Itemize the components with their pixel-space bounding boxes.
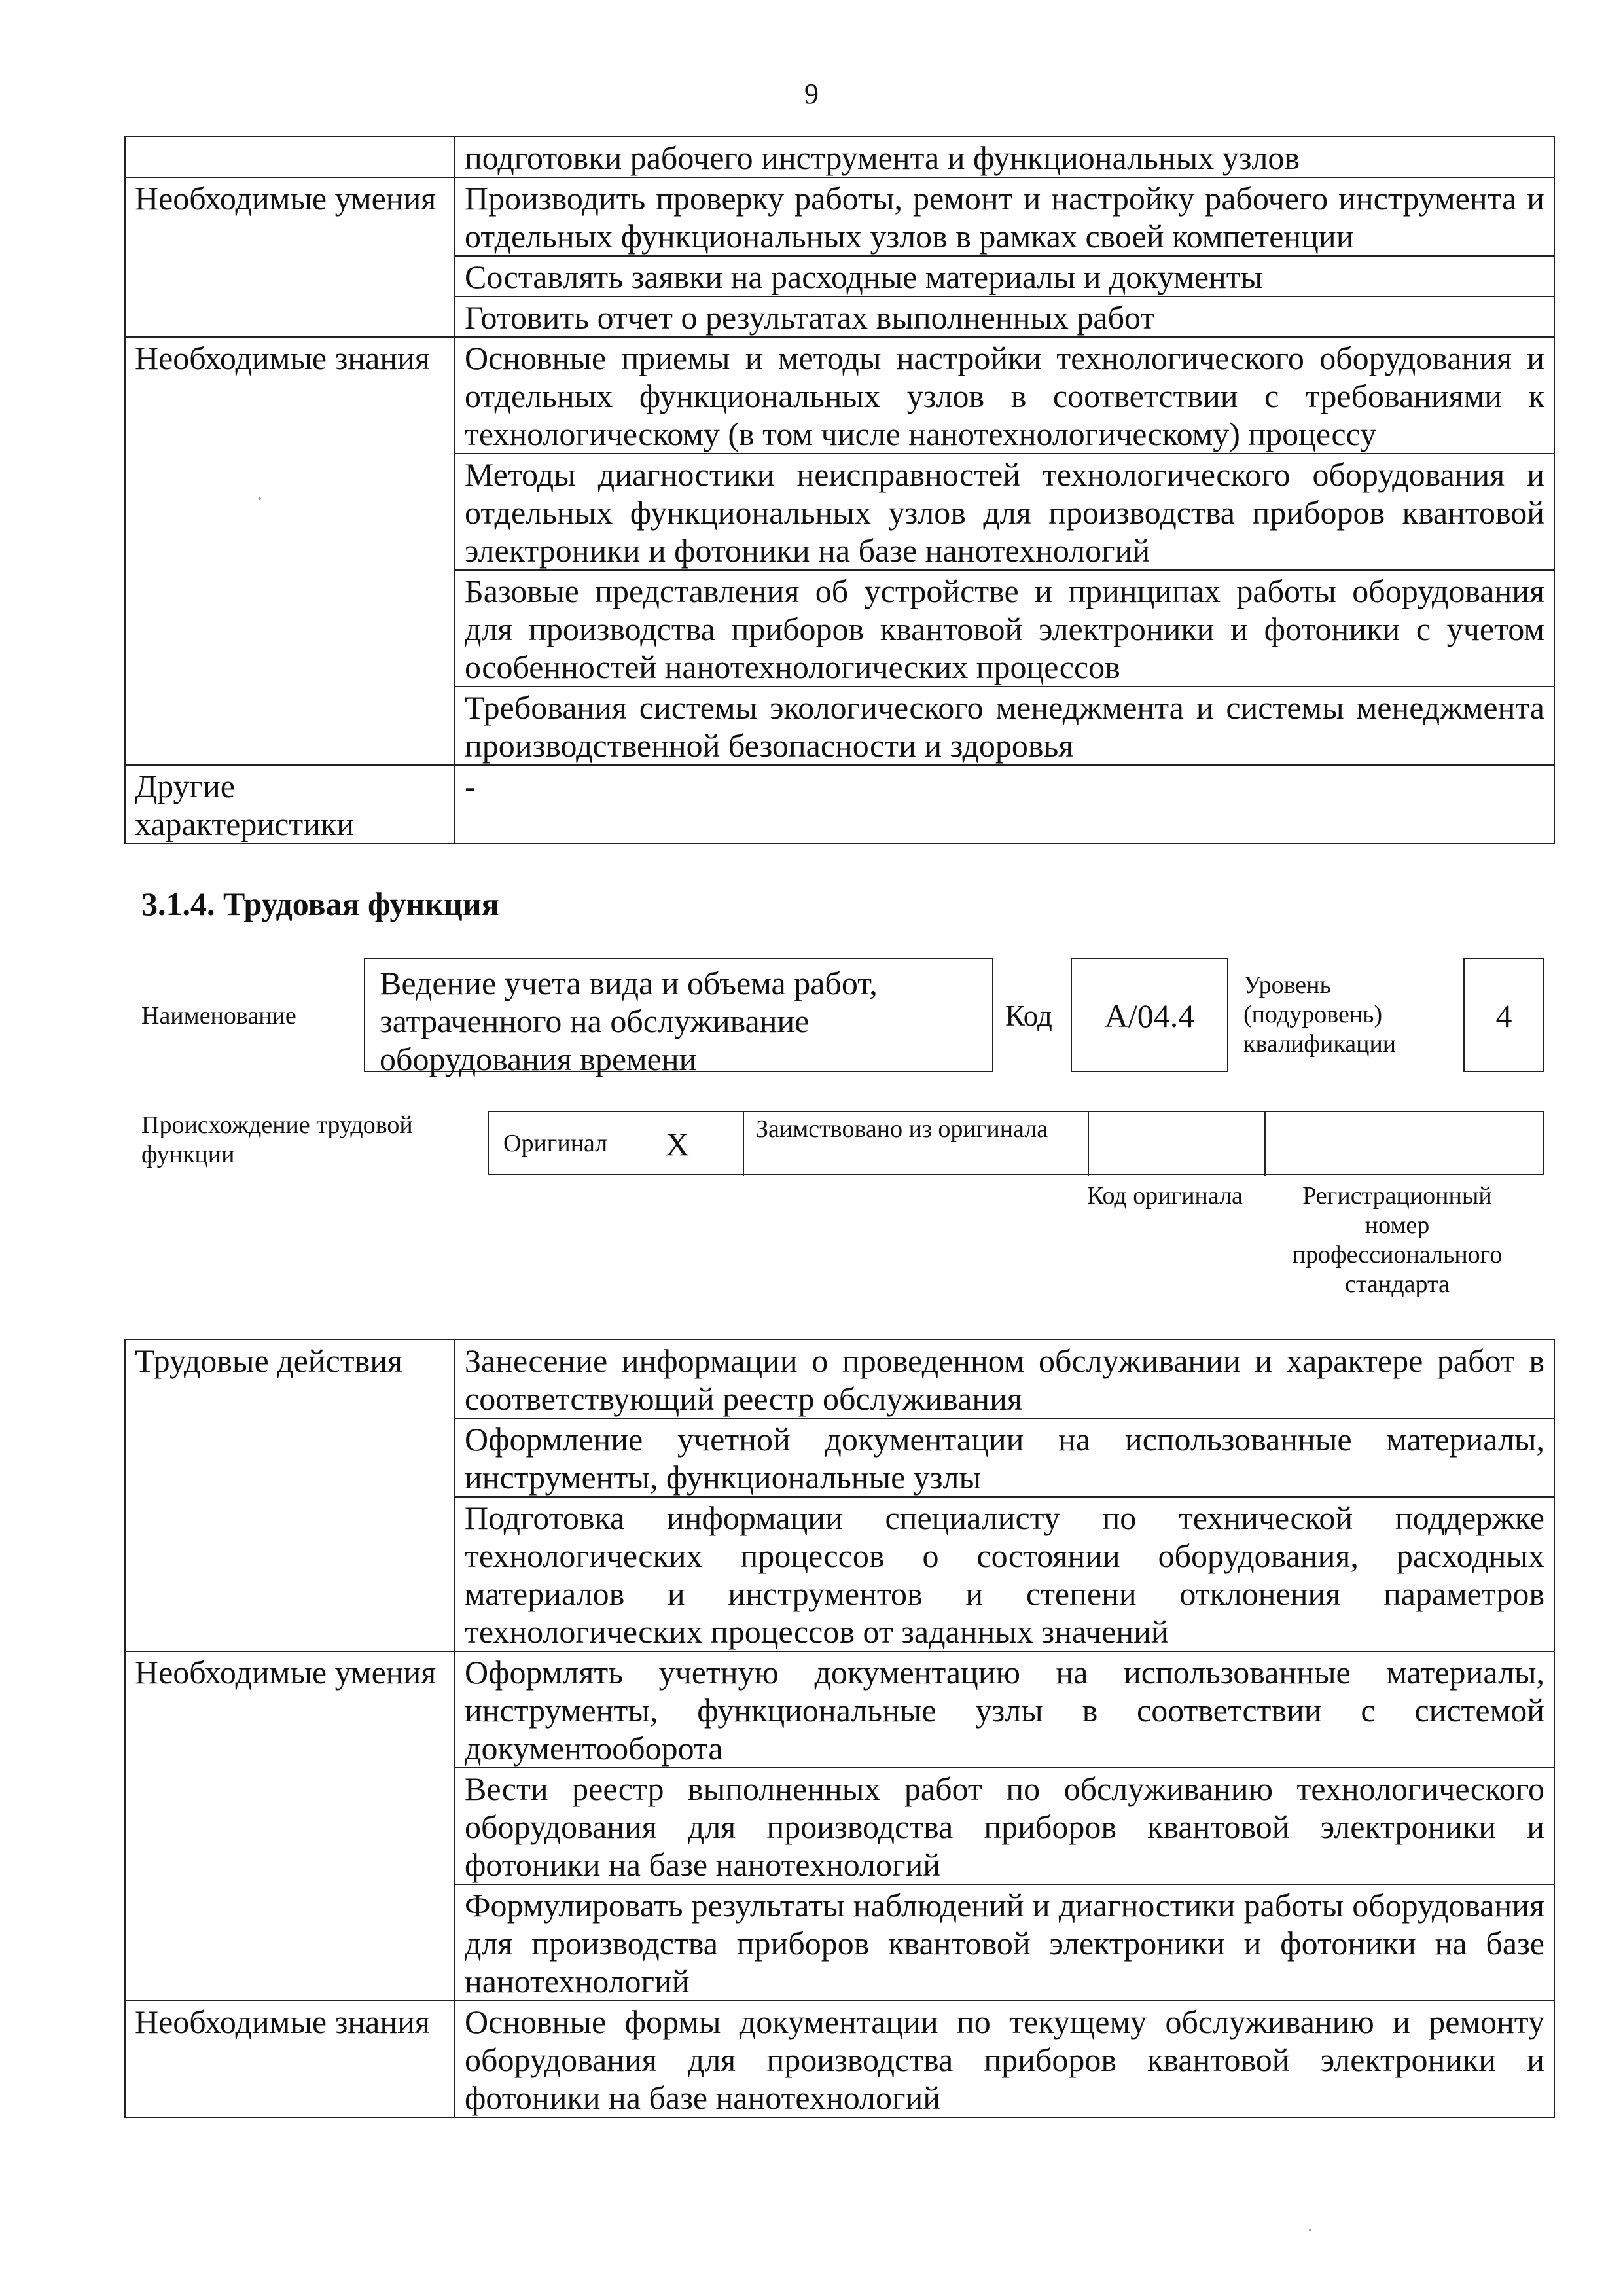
table-row xyxy=(125,177,1554,256)
code-label: Код xyxy=(1005,999,1052,1032)
level-box: 4 xyxy=(1463,958,1544,1072)
table-row xyxy=(125,1651,1554,1768)
origin-code-cell xyxy=(1089,1112,1266,1176)
table-row xyxy=(125,1340,1554,1418)
origin-label: Происхождение трудовой функции xyxy=(141,1111,413,1168)
row-item: Подготовка информации специалисту по технической поддержке технологических процессов о состоянии оборудования, расходных материалов и инструментов и степени отклонения параметров технологических процессов от заданных значений xyxy=(455,1497,1554,1651)
row-item: Основные формы документации по текущему обслуживанию и ремонту оборудования для производства приборов квантовой электроники и фотоники на базе нанотехнологий xyxy=(455,2001,1554,2117)
page-number: 9 xyxy=(804,78,819,110)
origin-original-cell xyxy=(489,1112,744,1176)
row-label: Трудовые действия xyxy=(125,1340,455,1651)
row-label: Необходимые знания xyxy=(125,337,455,765)
row-item: Составлять заявки на расходные материалы и документы xyxy=(455,256,1554,296)
table-row xyxy=(125,765,1554,844)
row-item: Требования системы экологического менеджмента и системы менеджмента производственной безопасности и здоровья xyxy=(455,687,1554,765)
row-item: Вести реестр выполненных работ по обслуживанию технологического оборудования для производства приборов квантовой электроники и фотоники на базе нанотехнологий xyxy=(455,1768,1554,1884)
row-item: Методы диагностики неисправностей технологического оборудования и отдельных функциональных узлов для производства приборов квантовой электроники и фотоники на базе нанотехнологий xyxy=(455,454,1554,570)
borrowed-label: Заимствовано из оригинала xyxy=(744,1112,1089,1176)
row-item: - xyxy=(455,765,1554,844)
row-item: Основные приемы и методы настройки технологического оборудования и отдельных функциональных узлов в соответствии с требованиями к технологическому (в том числе нанотехнологическому) процессу xyxy=(455,337,1554,454)
row-item: Базовые представления об устройстве и принципах работы оборудования для производства приборов квантовой электроники и фотоники с учетом особенностей нанотехнологических процессов xyxy=(455,570,1554,687)
row-label: Необходимые умения xyxy=(125,177,455,337)
code-caption: Код оригинала xyxy=(1087,1182,1243,1210)
reg-caption: Регистрационный номер профессионального стандарта xyxy=(1292,1182,1503,1298)
function-name-box: Ведение учета вида и объема работ, затраченного на обслуживание оборудования времени xyxy=(364,958,993,1072)
row-item: Оформление учетной документации на использованные материалы, инструменты, функциональные узлы xyxy=(455,1418,1554,1497)
row-item: Производить проверку работы, ремонт и настройку рабочего инструмента и отдельных функциональных узлов в рамках своей компетенции xyxy=(455,177,1554,256)
table-row xyxy=(125,337,1554,454)
section-heading: 3.1.4. Трудовая функция xyxy=(141,886,499,922)
scan-speck xyxy=(259,497,261,500)
row-item: Оформлять учетную документацию на использованные материалы, инструменты, функциональные узлы в соответствии с системой документооборота xyxy=(455,1651,1554,1768)
row-item: Готовить отчет о результатах выполненных работ xyxy=(455,296,1554,337)
origin-table xyxy=(488,1111,1544,1175)
row-label: Необходимые умения xyxy=(125,1651,455,2001)
row-label xyxy=(125,137,455,177)
function-code-box: А/04.4 xyxy=(1071,958,1228,1072)
level-label: Уровень (подуровень) квалификации xyxy=(1243,971,1397,1058)
name-label: Наименование xyxy=(141,1002,296,1030)
row-label: Необходимые знания xyxy=(125,2001,455,2117)
original-mark: X xyxy=(666,1126,690,1162)
origin-reg-cell xyxy=(1266,1112,1546,1176)
row-item: Формулировать результаты наблюдений и диагностики работы оборудования для производства приборов квантовой электроники и фотоники на базе нанотехнологий xyxy=(455,1884,1554,2001)
labor-function-table xyxy=(124,1339,1555,2118)
competency-table-continued xyxy=(124,136,1555,844)
row-item: подготовки рабочего инструмента и функциональных узлов xyxy=(455,137,1554,177)
scan-speck xyxy=(1309,2229,1311,2231)
table-row xyxy=(125,2001,1554,2117)
original-label: Оригинал xyxy=(503,1130,608,1157)
table-row xyxy=(125,137,1554,177)
row-label: Другие характеристики xyxy=(125,765,455,844)
row-item: Занесение информации о проведенном обслуживании и характере работ в соответствующий реестр обслуживания xyxy=(455,1340,1554,1418)
